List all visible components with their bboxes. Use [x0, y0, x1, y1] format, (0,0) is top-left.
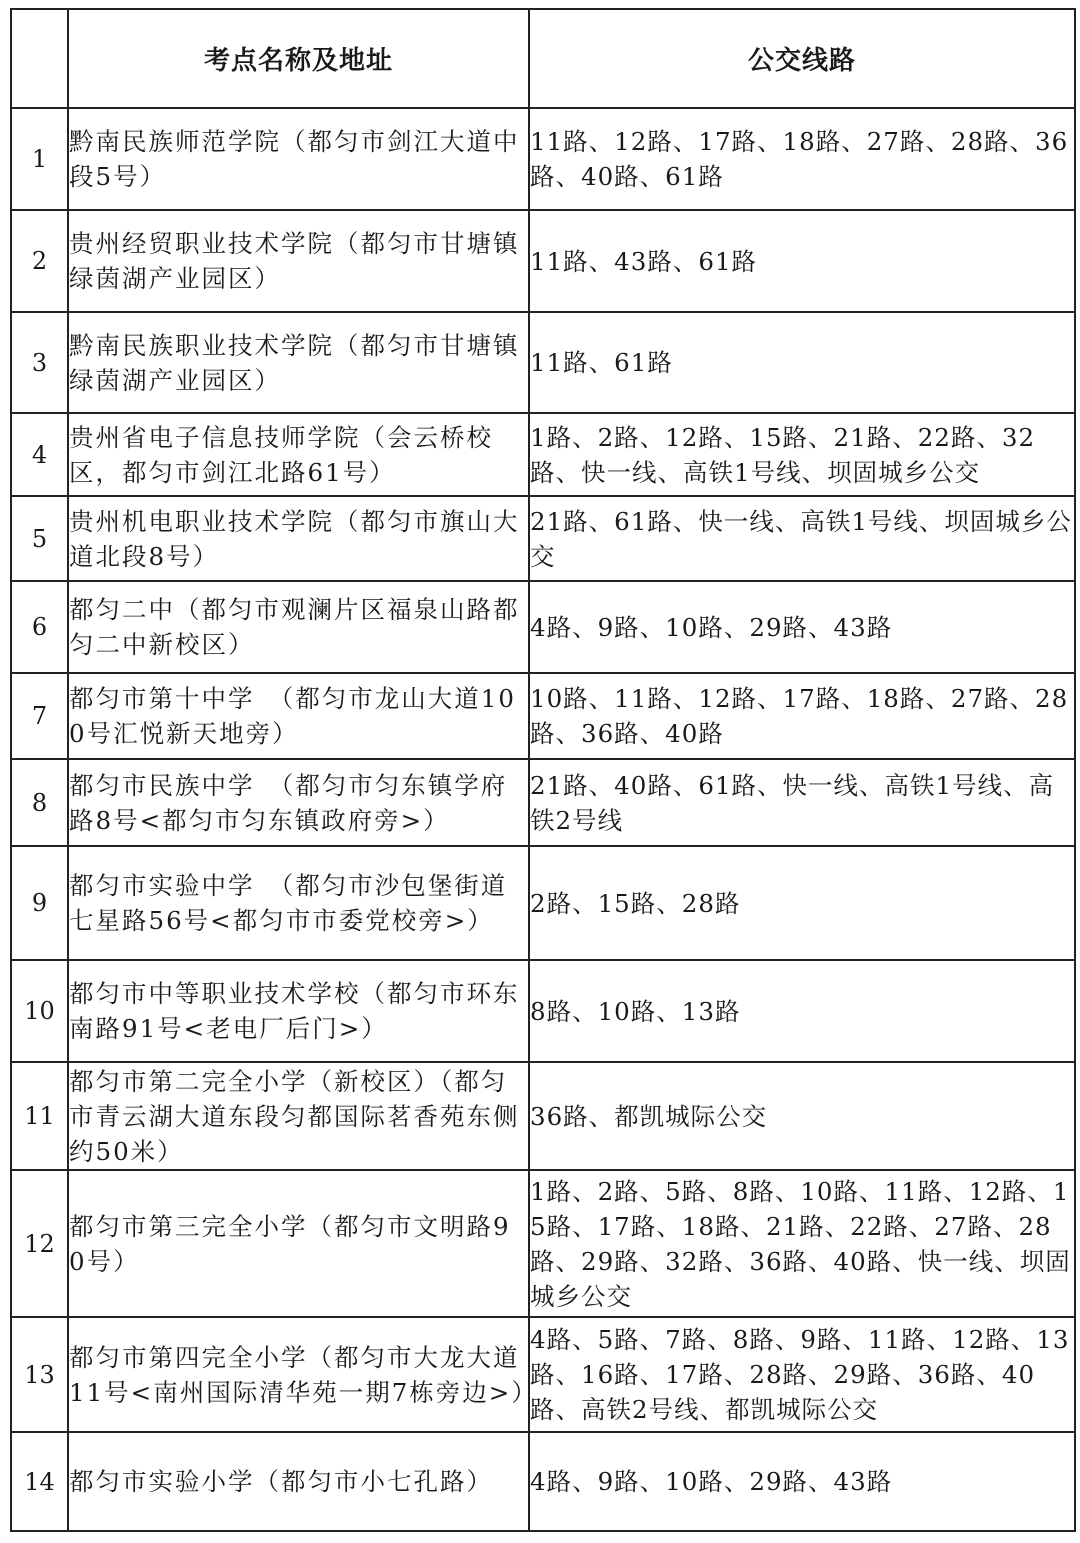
exam-site-bus-route-table: [10, 8, 1076, 1532]
table-row: [11, 413, 1075, 496]
table-row: [11, 673, 1075, 759]
bus-routes: 4路、9路、10路、29路、43路: [529, 1432, 1075, 1531]
table-row: [11, 496, 1075, 581]
bus-routes: 21路、61路、快一线、高铁1号线、坝固城乡公交: [529, 496, 1075, 581]
header-site-name-address: 考点名称及地址: [68, 9, 529, 108]
bus-routes: 8路、10路、13路: [529, 960, 1075, 1062]
row-number: 1: [11, 108, 68, 210]
site-name-address: 贵州机电职业技术学院（都匀市旗山大道北段8号）: [68, 496, 529, 581]
site-name-address: 都匀二中（都匀市观澜片区福泉山路都匀二中新校区）: [68, 581, 529, 673]
bus-routes: 11路、12路、17路、18路、27路、28路、36路、40路、61路: [529, 108, 1075, 210]
bus-routes: 1路、2路、5路、8路、10路、11路、12路、15路、17路、18路、21路、22路、27路、28路、29路、32路、36路、40路、快一线、坝固城乡公交: [529, 1170, 1075, 1317]
table-row: [11, 210, 1075, 312]
row-number: 2: [11, 210, 68, 312]
bus-routes: 4路、5路、7路、8路、9路、11路、12路、13路、16路、17路、28路、29路、36路、40路、高铁2号线、都凯城际公交: [529, 1317, 1075, 1432]
site-name-address: 都匀市第三完全小学（都匀市文明路90号）: [68, 1170, 529, 1317]
table-row: [11, 1062, 1075, 1170]
site-name-address: 都匀市民族中学 （都匀市匀东镇学府路8号<都匀市匀东镇政府旁>）: [68, 759, 529, 846]
row-number: 6: [11, 581, 68, 673]
table-row: [11, 846, 1075, 960]
row-number: 9: [11, 846, 68, 960]
bus-routes: 1路、2路、12路、15路、21路、22路、32路、快一线、高铁1号线、坝固城乡公交: [529, 413, 1075, 496]
site-name-address: 都匀市第十中学 （都匀市龙山大道100号汇悦新天地旁）: [68, 673, 529, 759]
bus-routes: 11路、61路: [529, 312, 1075, 413]
bus-routes: 2路、15路、28路: [529, 846, 1075, 960]
site-name-address: 都匀市实验中学 （都匀市沙包堡街道七星路56号<都匀市市委党校旁>）: [68, 846, 529, 960]
row-number: 4: [11, 413, 68, 496]
row-number: 5: [11, 496, 68, 581]
site-name-address: 黔南民族师范学院（都匀市剑江大道中段5号）: [68, 108, 529, 210]
site-name-address: 贵州经贸职业技术学院（都匀市甘塘镇绿茵湖产业园区）: [68, 210, 529, 312]
exam-site-table-sheet: [10, 8, 1074, 1530]
header-number: [11, 9, 68, 108]
table-row: [11, 1432, 1075, 1531]
row-number: 8: [11, 759, 68, 846]
table-header-row: [11, 9, 1075, 108]
site-name-address: 都匀市中等职业技术学校（都匀市环东南路91号<老电厂后门>）: [68, 960, 529, 1062]
site-name-address: 都匀市第四完全小学（都匀市大龙大道11号<南州国际清华苑一期7栋旁边>）: [68, 1317, 529, 1432]
header-bus-routes: 公交线路: [529, 9, 1075, 108]
table-row: [11, 581, 1075, 673]
table-row: [11, 1317, 1075, 1432]
table-row: [11, 312, 1075, 413]
row-number: 7: [11, 673, 68, 759]
row-number: 13: [11, 1317, 68, 1432]
row-number: 14: [11, 1432, 68, 1531]
bus-routes: 21路、40路、61路、快一线、高铁1号线、高铁2号线: [529, 759, 1075, 846]
row-number: 3: [11, 312, 68, 413]
site-name-address: 贵州省电子信息技师学院（会云桥校区，都匀市剑江北路61号）: [68, 413, 529, 496]
site-name-address: 黔南民族职业技术学院（都匀市甘塘镇绿茵湖产业园区）: [68, 312, 529, 413]
bus-routes: 11路、43路、61路: [529, 210, 1075, 312]
table-row: [11, 960, 1075, 1062]
bus-routes: 36路、都凯城际公交: [529, 1062, 1075, 1170]
table-row: [11, 759, 1075, 846]
row-number: 10: [11, 960, 68, 1062]
site-name-address: 都匀市第二完全小学（新校区）（都匀市青云湖大道东段匀都国际茗香苑东侧约50米）: [68, 1062, 529, 1170]
table-row: [11, 108, 1075, 210]
site-name-address: 都匀市实验小学（都匀市小七孔路）: [68, 1432, 529, 1531]
bus-routes: 10路、11路、12路、17路、18路、27路、28路、36路、40路: [529, 673, 1075, 759]
table-row: [11, 1170, 1075, 1317]
row-number: 12: [11, 1170, 68, 1317]
row-number: 11: [11, 1062, 68, 1170]
bus-routes: 4路、9路、10路、29路、43路: [529, 581, 1075, 673]
